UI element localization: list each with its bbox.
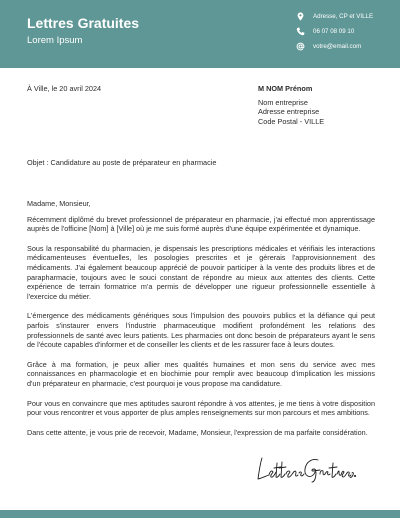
recipient-block (258, 84, 324, 126)
contact-address (295, 10, 395, 22)
sender-subtitle: Lorem Ipsum (27, 35, 83, 46)
paragraph-6: Dans cette attente, je vous prie de recevoir, Madame, Monsieur, l'expression de ma parfaite considération. (27, 427, 368, 437)
place-date: À Ville, le 20 avril 2024 (27, 84, 102, 93)
letter-body (27, 199, 375, 437)
paragraph-3: L'émergence des médicaments génériques sous l'impulsion des pouvoirs publics et la défiance qui peut parfois s'instaurer envers l'industrie pharmaceutique modifient profondément les relations des professionnels de santé avec leurs patients. Les pharmacies ont donc besoin de préparateurs ayant le sens de l'écoute capables d'informer et de conseiller les clients et de les rassurer face à leurs doutes. (27, 311, 375, 350)
at-sign-icon (295, 41, 305, 51)
recipient-address: Adresse entreprise (258, 107, 320, 116)
paragraph-2: Sous la responsabilité du pharmacien, je dispensais les prescriptions médicales et vérifiais les interactions médicamenteuses éventuelles, les posologies prescrites et je gérerais l'approvisionnement des médicaments. J'ai également beaucoup apprécié de pouvoir participer à la vente des produits libres et de parapharmacie, toujours avec le souci constant de répondre au mieux aux attentes des clients. Cette expérience de terrain formatrice m'a permis de développer une rigueur professionnelle essentielle à l'exercice du métier. (27, 243, 375, 301)
paragraph-5: Pour vous en convaincre que mes aptitudes sauront répondre à vos attentes, je me tiens à votre disposition pour vous rencontrer et vous apporter de plus amples renseignements sur mon parcours et mes ambitions. (27, 398, 375, 418)
contact-phone-text: 06 07 08 09 10 (313, 27, 355, 35)
contact-address-text: Adresse, CP et VILLE (313, 12, 374, 20)
contact-email-text: votre@email.com (313, 42, 362, 50)
recipient-company: Nom entreprise (258, 97, 308, 107)
recipient-name: M NOM Prénom (258, 84, 313, 93)
letter-object: Objet : Candidature au poste de préparateur en pharmacie (27, 158, 217, 167)
footer-bar (0, 510, 400, 518)
location-pin-icon (295, 11, 305, 21)
paragraph-4: Grâce à ma formation, je peux allier mes qualités humaines et mon sens du service avec mes connaissances en pharmacologie et en biochimie pour remplir avec beaucoup d'implication les missions d'un préparateur en pharmacie, c'est pourquoi je vous propose ma candidature. (27, 359, 375, 388)
paragraph-1: Récemment diplômé du brevet professionnel de préparateur en pharmacie, j'ai effectué mon apprentissage auprès de l'officine [Nom] à [Ville] où je me suis formé auprès d'une équipe expérimentée et dynamique. (27, 214, 375, 234)
letter-header (0, 0, 400, 68)
sender-name: Lettres Gratuites (27, 15, 140, 31)
contact-phone (295, 25, 395, 37)
handwritten-signature (256, 452, 356, 484)
phone-icon (295, 26, 305, 36)
recipient-postal: Code Postal - VILLE (258, 116, 325, 126)
contact-email (295, 40, 395, 52)
salutation: Madame, Monsieur, (27, 199, 91, 208)
